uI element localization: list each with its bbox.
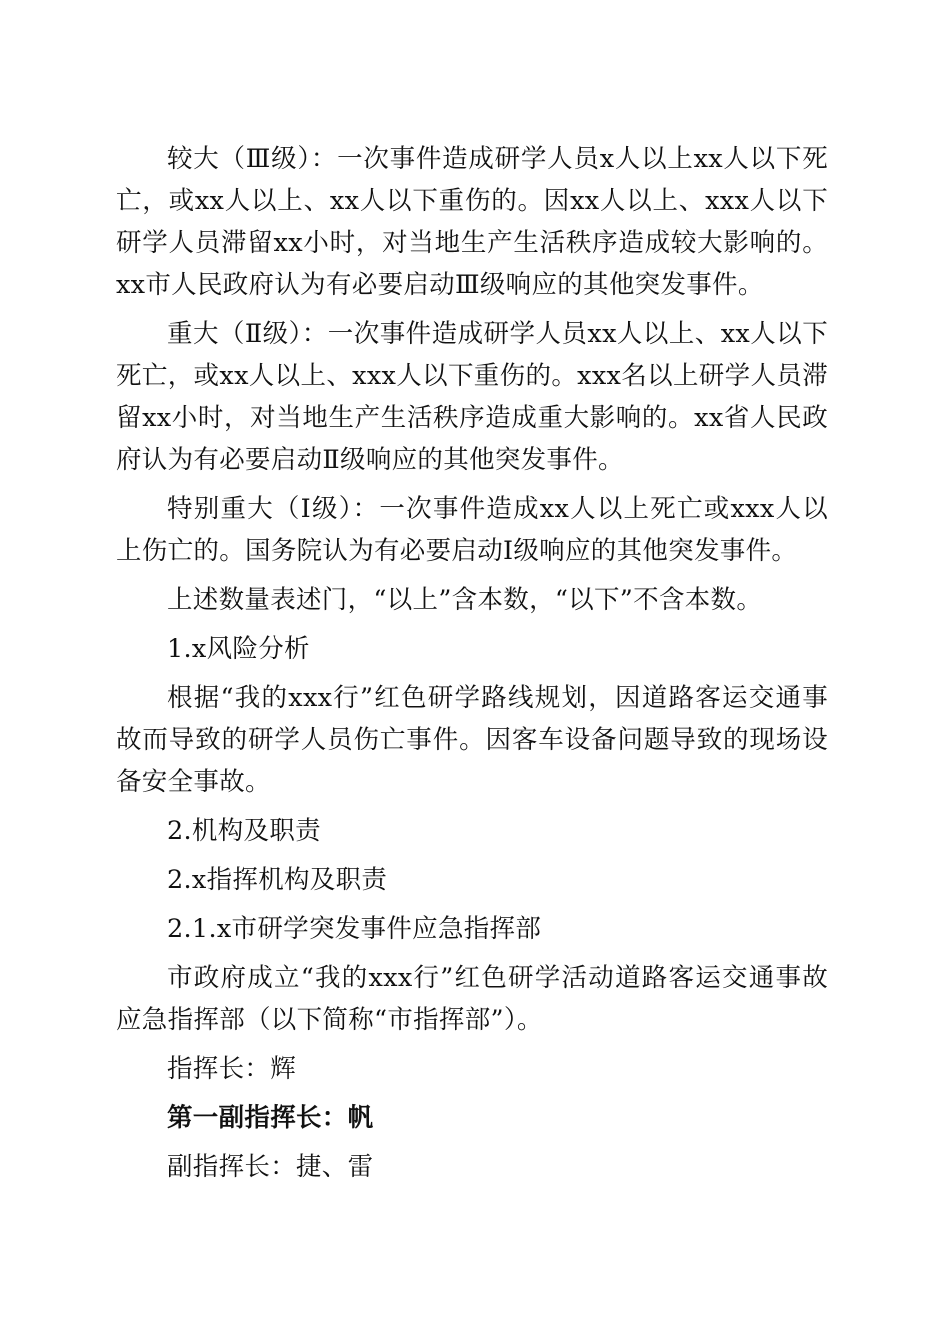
deputy-commander-line: 副指挥长：捷、雷 [167,1152,374,1182]
heading-risk-analysis: 1.x风险分析 [167,634,310,664]
paragraph-command-center: 市政府成立“我的xxx行”红色研学活动道路客运交通事故应急指挥部（以下简称“市指挥部”）。 [116,963,828,1035]
document-page [116,138,828,1195]
paragraph-quantity-note: 上述数量表述门，“以上”含本数，“以下”不含本数。 [167,585,763,615]
paragraph-risk-analysis: 根据“我的xxx行”红色研学路线规划，因道路客运交通事故而导致的研学人员伤亡事件。因客车设备问题导致的现场设备安全事故。 [116,683,828,797]
heading-city-command-center: 2.1.x市研学突发事件应急指挥部 [167,914,542,944]
paragraph-level-1: 特别重大（Ⅰ级）：一次事件造成xx人以上死亡或xxx人以上伤亡的。国务院认为有必要启动Ⅰ级响应的其他突发事件。 [116,494,828,566]
heading-command-organization: 2.x指挥机构及职责 [167,865,388,895]
paragraph-level-3: 较大（Ⅲ级）：一次事件造成研学人员x人以上xx人以下死亡，或xx人以上、xx人以下重伤的。因xx人以上、xxx人以下研学人员滞留xx小时，对当地生产生活秩序造成较大影响的。xx市人民政府认为有必要启动Ⅲ级响应的其他突发事件。 [116,144,828,300]
heading-organization: 2.机构及职责 [167,816,321,846]
commander-line: 指挥长：辉 [167,1054,297,1084]
paragraph-level-2: 重大（Ⅱ级）：一次事件造成研学人员xx人以上、xx人以下死亡，或xx人以上、xxx人以下重伤的。xxx名以上研学人员滞留xx小时，对当地生产生活秩序造成重大影响的。xx省人民政府认为有必要启动Ⅱ级响应的其他突发事件。 [116,319,828,475]
first-deputy-commander-line: 第一副指挥长：帆 [167,1103,374,1133]
